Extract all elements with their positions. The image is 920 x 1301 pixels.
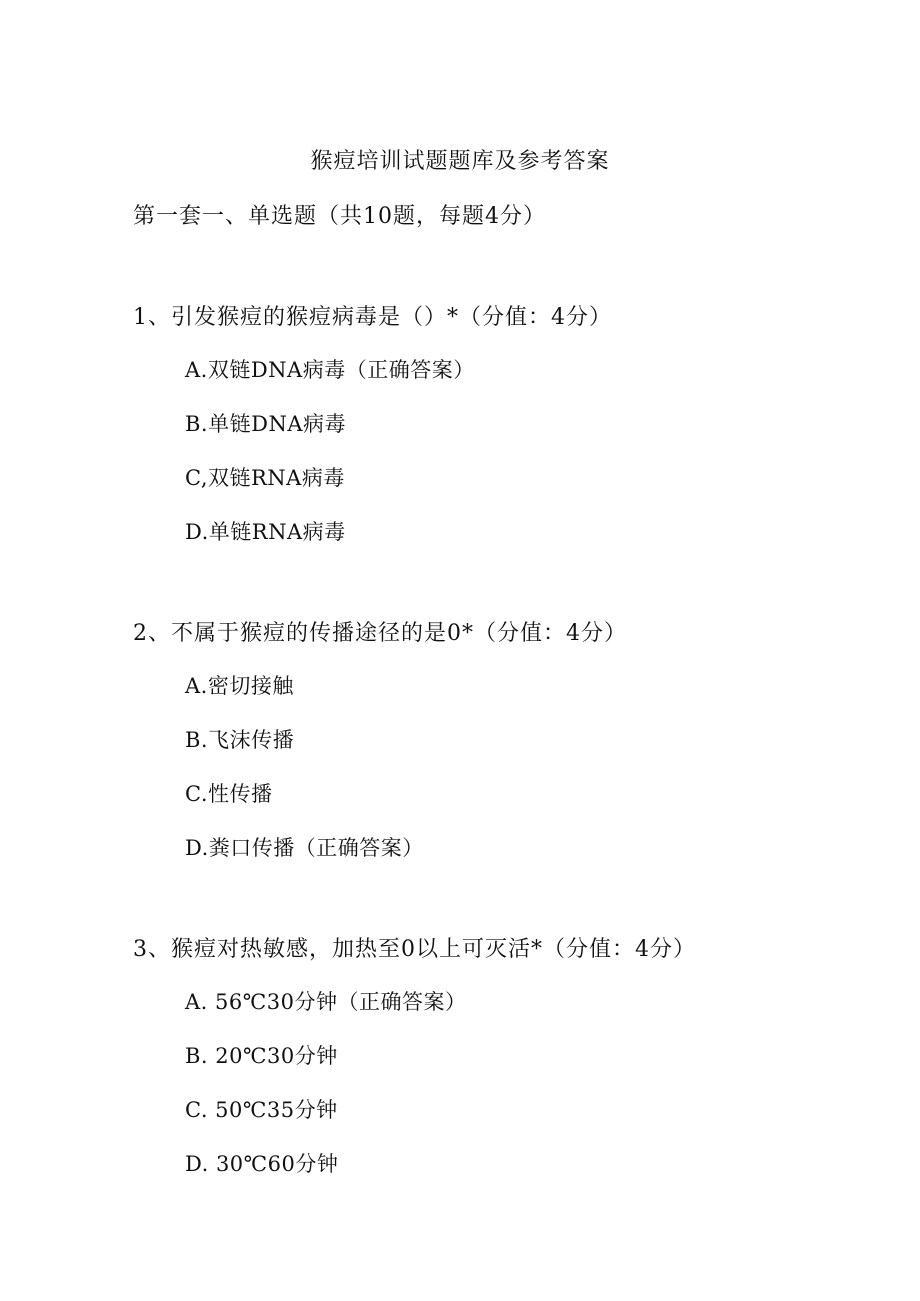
section-heading: 第一套一、单选题（共10题，每题4分） [133, 204, 546, 229]
question-text: 1、引发猴痘的猴痘病毒是（）*（分值：4分） [133, 305, 612, 330]
option-list [133, 355, 853, 547]
option-a: A.密切接触 [185, 674, 294, 698]
option-a: A. 56℃30分钟（正确答案） [185, 990, 467, 1014]
option-d: D.单链RNA病毒 [185, 520, 346, 544]
question-text: 2、不属于猴痘的传播途径的是0*（分值：4分） [133, 621, 627, 646]
option-d: D.粪口传播（正确答案） [185, 836, 424, 860]
option-list [133, 671, 853, 863]
document-title: 猴痘培训试题题库及参考答案 [310, 149, 610, 174]
option-c: C. 50℃35分钟 [185, 1098, 338, 1122]
option-b: B.单链DNA病毒 [185, 412, 346, 436]
option-d: D. 30℃60分钟 [185, 1152, 339, 1176]
option-c: C.性传播 [185, 782, 273, 806]
question-2 [133, 619, 853, 863]
question-1 [133, 303, 853, 547]
option-b: B. 20℃30分钟 [185, 1044, 338, 1068]
option-c: C,双链RNA病毒 [185, 466, 345, 490]
question-text: 3、猴痘对热敏感，加热至0以上可灭活*（分值：4分） [133, 937, 696, 962]
option-a: A.双链DNA病毒（正确答案） [185, 358, 475, 382]
option-b: B.飞沫传播 [185, 728, 295, 752]
question-3 [133, 935, 853, 1179]
option-list [133, 987, 853, 1179]
